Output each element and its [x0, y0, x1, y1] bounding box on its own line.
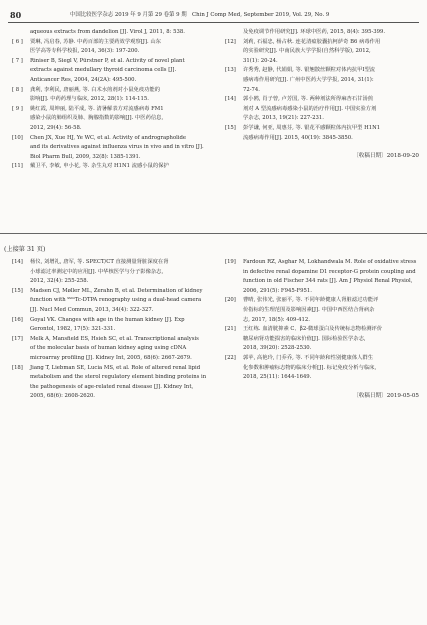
reference-number: [ 7 ]	[12, 57, 23, 64]
reference-line: 戴卫平, 李敏, 申小花, 等. 杂生丸对 H1N1 流感小鼠的保护	[30, 163, 169, 170]
reference-entry	[12, 258, 208, 287]
section-divider	[0, 233, 427, 234]
reference-line: 影响[J]. 中药药理与临床, 2012, 28(1): 114-115.	[30, 96, 149, 103]
reference-number: [17]	[12, 335, 23, 342]
reference-number: [20]	[225, 297, 236, 304]
reference-line: [J]. Nucl Med Commun, 2013, 34(4): 322-327.	[30, 306, 154, 313]
reference-line: 许秀秀, 赵静, 代娟娟, 等. 银翘散丝颗粒对体内抗甲Ⅰ型流	[243, 67, 376, 74]
reference-entry	[225, 66, 419, 95]
reference-line: Riniser B, Siegl V, Pürstner P, et al. Activity of novel plant	[30, 57, 185, 64]
reference-number: [22]	[225, 354, 236, 361]
reference-number: [ 9 ]	[12, 105, 23, 112]
reference-line: 曹晴, 张伟光, 张丽平, 等. 不同年龄健康人肾脏滤过功能评	[243, 297, 379, 304]
reference-continuation: 及免疫调节作用研究[J]. 环球中医药, 2015, 8(4): 395-399.	[243, 29, 386, 35]
reference-entry	[12, 105, 208, 134]
reference-line: 2005, 68(6): 2608-2620.	[30, 393, 95, 400]
reference-line: 感染小鼠的肺组织及肺、胸腺指数的影响[J]. 中医药信息,	[30, 115, 164, 122]
reference-number: [14]	[225, 96, 236, 103]
bottom-right-reference-column	[225, 258, 419, 401]
continued-from-note: (上接第 31 页)	[4, 246, 46, 253]
reference-entry	[12, 287, 208, 316]
reference-entry	[12, 134, 208, 163]
reference-line: 医学高等专科学校报, 2014, 36(3): 197-200.	[30, 48, 140, 55]
reference-number: [18]	[12, 364, 23, 371]
reference-line: 姚红霞, 周坤丽, 陆平成, 等. 清暑解表方对流感病毒 FM1	[30, 105, 164, 112]
reference-line: the pathogenesis of age-related renal disease [J]. Kidney Int,	[30, 383, 194, 390]
reference-number: [ 6 ]	[12, 38, 23, 45]
reference-line: 彭学谦, 何亚, 周惠芬, 等. 银花平感颗粒体内抗甲型 H1N1	[243, 124, 381, 131]
reference-line: 感病毒作用研究[J]. 广州中医药大学学报, 2014, 31(1):	[243, 76, 374, 83]
reference-line: 化参数和肿瘤标志物的临床分析[J]. 标记免疫分析与临床,	[243, 364, 377, 371]
top-right-reference-column	[225, 28, 419, 162]
reference-line: of the molecular basis of human kidney aging using cDNA	[30, 345, 187, 352]
reference-entry	[12, 316, 208, 335]
reference-line: 刘莉, 石福忠, 杨占秋. 连花清瘟胶囊抗柯萨奇 B6 病毒作用	[243, 38, 381, 45]
reference-line: 杨仪, 刘增礼, 唐军, 等. SPECT/CT 直接测量肾脏深度在肾	[30, 259, 169, 265]
reference-line: 小球滤过率测定中的应用[J]. 中华核医学与分子影像杂志,	[30, 268, 164, 275]
received-date: 〔收稿日期〕2019-05-05	[353, 392, 419, 399]
reference-line: 剂对 A 型流感病毒感染小鼠的治疗作用[J]. 中国实验方剂	[243, 105, 377, 112]
reference-line: function in old Fischer 344 rats [J]. Am J Physiol Renal Physiol,	[243, 278, 413, 285]
reference-entry	[12, 86, 208, 105]
reference-entry	[12, 38, 208, 57]
reference-number: [11]	[12, 163, 23, 170]
reference-line: and its derivatives against influenza virus in vivo and in vitro [J].	[30, 144, 204, 151]
reference-number: [ 8 ]	[12, 86, 23, 93]
reference-number: [14]	[12, 259, 23, 265]
reference-number: [12]	[225, 38, 236, 45]
reference-line: 贾琳, 冯启春, 苏静. 中药百部的主要药效学观察[J]. 山东	[30, 38, 161, 45]
reference-line: Fardoun RZ, Asghar M, Lokhandwala M. Role of oxidative stress	[243, 259, 417, 265]
reference-line: microarray profiling [J]. Kidney Int, 2005, 68(6): 2667-2679.	[30, 354, 192, 361]
reference-line: 王红练. 血清胱抑素 C、β2-微球蛋白及传统标志物检测评价	[243, 326, 383, 333]
reference-number: [10]	[12, 134, 23, 141]
reference-number: [13]	[225, 67, 236, 74]
reference-entry	[12, 335, 208, 364]
reference-line: 学杂志, 2013, 19(21): 227-231.	[243, 115, 324, 122]
reference-entry	[225, 124, 419, 143]
reference-number: [19]	[225, 259, 236, 265]
reference-entry	[225, 258, 419, 296]
reference-line: Melk A, Mansfield ES, Hsieh SC, et al. Transcriptional analysis	[30, 335, 199, 342]
reference-entry	[225, 38, 419, 67]
reference-line: 的实验研究[J]. 中南民族大学学报(自然科学版), 2012,	[243, 48, 371, 55]
reference-line: 2012, 29(4): 56-58.	[30, 124, 82, 131]
reference-entry	[225, 95, 419, 124]
reference-line: 2006, 291(5): F945-F951.	[243, 287, 312, 294]
reference-line: Madsen CJ, Møller ML, Zerahn B, et al. Determination of kidney	[30, 287, 203, 294]
reference-line: Biol Pharm Bull, 2009, 32(8): 1385-1391.	[30, 153, 141, 160]
reference-line: metabolism and the sterol regulatory element binding proteins in	[30, 374, 207, 381]
reference-line: function with ⁹⁹ᵐTc-DTPA renography using a dual-head camera	[30, 297, 202, 304]
reference-line: 志, 2017, 18(5): 409-412.	[243, 316, 310, 323]
reference-entry	[225, 325, 419, 354]
reference-line: 2018, 25(11): 1644-1649.	[243, 374, 312, 381]
reference-entry	[225, 354, 419, 383]
reference-line: 龚利, 李利民, 唐丽燕, 等. 白术水煎剂对小鼠免疫功能的	[30, 86, 161, 93]
reference-entry	[12, 162, 208, 172]
reference-line: Anticancer Res, 2004, 24(2A): 495-500.	[30, 76, 137, 83]
reference-entry	[225, 296, 419, 325]
reference-number: [15]	[225, 124, 236, 131]
reference-line: 糖尿病肾功能损害的临床价值[J]. 国际检验医学杂志,	[243, 335, 366, 342]
page-number: 80	[10, 10, 22, 20]
reference-line: Goyal VK. Changes with age in the human kidney [J]. Exp	[30, 316, 185, 323]
reference-line: Gerontol, 1982, 17(5): 321-331.	[30, 326, 116, 333]
reference-line: 价指标的生理范围及影响因素[J]. 中国中西医结合肾病杂	[243, 306, 375, 313]
reference-line: 流感病毒作用[J]. 2015, 40(19): 3845-3850.	[243, 134, 353, 141]
received-date: 〔收稿日期〕2018-09-20	[353, 153, 419, 160]
reference-entry	[12, 364, 208, 402]
reference-line: 2012, 32(4): 255-258.	[30, 278, 89, 285]
reference-entry	[12, 57, 208, 86]
reference-line: Chen JX, Xue HJ, Ye WC, et al. Activity of andrographolide	[30, 134, 187, 141]
reference-line: 2018, 39(20): 2528-2530.	[243, 345, 312, 352]
bottom-left-reference-column	[12, 258, 208, 402]
reference-number: [16]	[12, 316, 23, 323]
reference-number: [21]	[225, 326, 236, 333]
reference-line: in defective renal dopamine D1 receptor-G protein coupling and	[243, 268, 416, 275]
reference-number: [15]	[12, 287, 23, 294]
reference-line: 郭苹, 高艳玲, 门乔乔, 等. 不同年龄和性别健康体人群生	[243, 354, 374, 361]
reference-line: 72-74.	[243, 86, 260, 93]
reference-line: 郭小鸥, 肖子曾, 卢芳国, 等. 两种剂法所得麻杏石甘汤煎	[243, 96, 374, 103]
reference-line: extracts against medullary thyroid carcinoma cells [J].	[30, 67, 177, 74]
reference-continuation: aqueous extracts from dandelion [J]. Virol J, 2011, 8: 538.	[30, 29, 185, 35]
reference-line: 31(1): 20-24.	[243, 57, 278, 64]
journal-running-title: 中国比较医学杂志 2019 年 9 月第 29 卷第 9 期 Chin J Comp Med, September 2019, Vol. 29, No. 9	[70, 12, 330, 18]
top-left-reference-column	[12, 28, 208, 172]
running-header	[8, 8, 419, 23]
reference-line: Jiang T, Liebman SE, Lucia MS, et al. Role of altered renal lipid	[30, 364, 201, 371]
